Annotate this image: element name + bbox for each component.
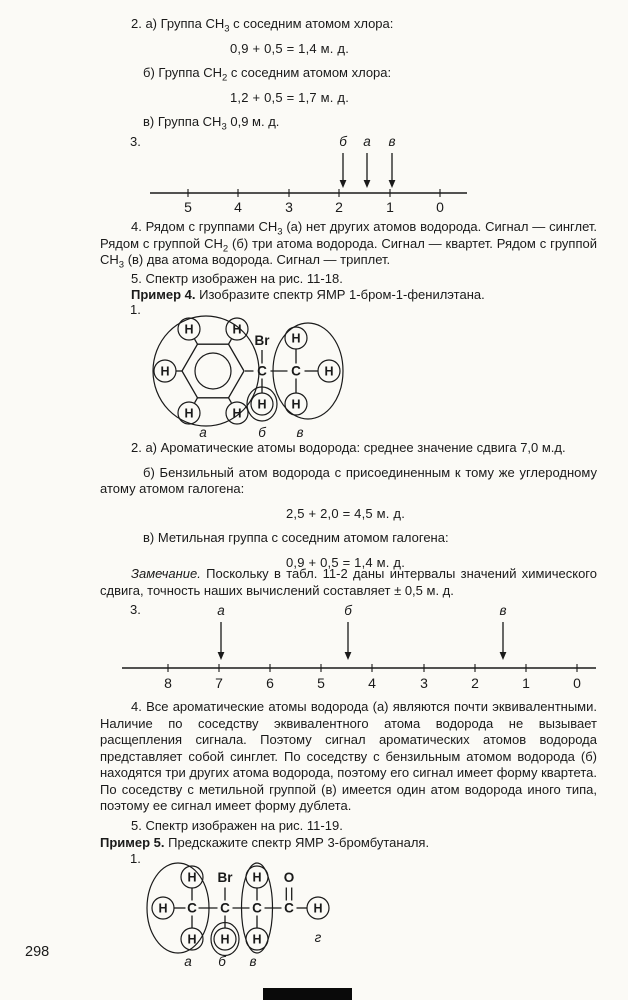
remark-label: Замечание. [131,566,201,581]
diagram1-arrow-a [363,134,371,188]
shift-formula-2a: 0,9 + 0,5 = 1,4 м. д. [230,40,350,56]
para4a-text: 4. Рядом с группами CH [131,219,278,234]
list-item-3-number: 3. [130,134,141,149]
shift-formula2-2b: 2,5 + 2,0 = 4,5 м. д. [286,505,406,521]
c-atom: C [257,363,267,379]
h-atom: H [184,322,194,337]
subscript-2: 2 [221,72,228,84]
scale-4: 4 [368,675,376,691]
shift-diagram-1 [0,130,628,216]
aromatic-h-atoms [154,318,248,424]
step-2b-text-cont: с соседним атомом хлора: [227,65,392,80]
section1-paragraph-4 [100,219,597,269]
step-2a-line [100,16,597,33]
para4a-text: (б) три атома водорода. Сигнал — квартет. Рядом с группой CH [100,235,597,267]
structure-3-bromobutanal [0,862,628,977]
step-2a-text-cont: с соседним атомом хлора: [229,16,394,31]
br-atom: Br [254,333,270,348]
scale-5: 5 [184,199,192,215]
subscript-3: 3 [224,23,230,35]
section2-paragraph-4: 4. Все ароматические атомы водорода (а) являются почти эквивалентными. Наличие по соседству эквивалентного атома водорода не вызывает расщепления сигнала. Поэтому сигнал ароматических атомов водорода представляет собой синглет. По соседству с бензильным атомом водорода (б) находятся три других атома водорода, поэтому его сигнал имеет форму квартета. По соседству с метильной группой (в) имеется один атом водорода иного типа, поэтому ее сигнал имеет форму дублета. [100,699,597,813]
group-label-a: а [199,425,207,440]
example-5-label: Пример 5. [100,835,165,850]
group-label-v: в [249,954,257,969]
example-5-heading [100,835,597,852]
side-chain-bonds [245,350,318,393]
h-atom: H [187,932,197,947]
h-atom: H [160,364,170,379]
structure-1-bromo-1-phenylethane [0,314,628,442]
h-atom: H [291,331,301,346]
step-2v-text: в) Группа CH [143,114,222,129]
diagram2-scale-labels [164,675,581,691]
arrow-label-a: а [363,134,371,149]
scale-2: 2 [335,199,343,215]
example-4-heading [100,287,597,304]
step-2b-line [100,65,597,82]
step2-2b-line: б) Бензильный атом водорода с присоединенным к тому же углеродному атому атомом галогена: [100,464,597,496]
example-5-text: Предскажите спектр ЯМР 3-бромбутаналя. [164,835,430,850]
h-atom: H [232,406,242,421]
shift-formula2-2v: 0,9 + 0,5 = 1,4 м. д. [286,554,406,570]
example-4-label: Пример 4. [131,287,196,302]
scale-1: 1 [522,675,530,691]
scale-6: 6 [266,675,274,691]
c-atom: C [284,900,294,916]
diagram1-arrow-v [388,134,395,188]
group-label-v: в [296,425,304,440]
subscript-3: 3 [221,121,227,133]
c-atom: C [187,900,197,916]
list-item-3-number: 3. [130,602,141,617]
group-label-b: б [258,425,266,440]
step-2b-text: б) Группа CH [143,65,222,80]
arrow-label-v: в [388,134,396,149]
h-atom: H [252,870,262,885]
diagram1-arrow-b [339,134,347,188]
h-atom: H [313,901,323,916]
scale-3: 3 [420,675,428,691]
para4a-text: (а) нет других атомов водорода. Сигнал — синглет. Рядом с группой CH [100,219,597,251]
subscript-2: 2 [222,243,229,255]
c-atom: C [220,900,230,916]
c-atom: C [252,900,262,916]
step-2v-line [100,114,597,131]
diagram2-arrow-v [499,603,506,660]
remark-text: Поскольку в табл. 11-2 даны интервалы значений химического сдвига, точность наших вычислений составляет ± 0,5 м. д. [100,566,597,598]
h-atom: H [187,870,197,885]
h-atom: H [291,397,301,412]
diagram1-scale-labels [184,199,444,215]
subscript-3: 3 [277,226,283,238]
scale-2: 2 [471,675,479,691]
scan-artifact-bar [263,988,352,1000]
o-atom: O [283,870,295,885]
page-number: 298 [25,944,50,960]
h-atom: H [184,406,194,421]
figure-reference-2: 5. Спектр изображен на рис. 11-19. [131,818,343,833]
list-item-1-number: 1. [130,302,141,317]
figure-reference-1: 5. Спектр изображен на рис. 11-18. [131,271,343,286]
scale-0: 0 [436,199,444,215]
br-atom: Br [217,870,233,885]
list-item-1-number: 1. [130,851,141,866]
arrow-label-v: в [499,603,507,618]
shift-formula-2b: 1,2 + 0,5 = 1,7 м. д. [230,89,350,105]
arrow-label-a: а [217,603,225,618]
group-label-a: а [184,954,192,969]
diagram2-arrow-a [217,603,225,660]
benzene-hexagon [182,344,244,398]
step-2a-text: 2. а) Группа CH [131,16,225,31]
scale-0: 0 [573,675,581,691]
scale-8: 8 [164,675,172,691]
h-atom: H [158,901,168,916]
ring-h-bonds [176,339,231,403]
h-atom: H [257,397,267,412]
scale-4: 4 [234,199,242,215]
group-label-g: г [314,930,322,945]
h-atom: H [252,932,262,947]
arrow-label-b: б [344,603,352,618]
shift-diagram-2 [0,598,628,696]
h-atom: H [324,364,334,379]
subscript-3: 3 [118,259,125,271]
c-atom: C [291,363,301,379]
h-atom: H [220,932,230,947]
diagram2-arrow-b [344,603,352,660]
scale-1: 1 [386,199,394,215]
step2-2a-line: 2. а) Ароматические атомы водорода: среднее значение сдвига 7,0 м.д. [131,440,566,455]
scale-3: 3 [285,199,293,215]
section-2-steps [100,440,597,579]
benzene-inner-circle [195,353,231,389]
group-label-b: б [218,954,226,969]
step2-2v-line: в) Метильная группа с соседним атомом галогена: [143,530,449,545]
scale-5: 5 [317,675,325,691]
remark-paragraph [100,566,597,599]
arrow-label-b: б [339,134,347,149]
para4a-text: (в) два атома водорода. Сигнал — триплет. [124,252,391,267]
h-atom: H [232,322,242,337]
scale-7: 7 [215,675,223,691]
step-2v-text-cont: 0,9 м. д. [226,114,280,129]
section-1-steps [100,16,597,139]
example-4-text: Изобразите спектр ЯМР 1-бром-1-фенилэтана. [195,287,485,302]
